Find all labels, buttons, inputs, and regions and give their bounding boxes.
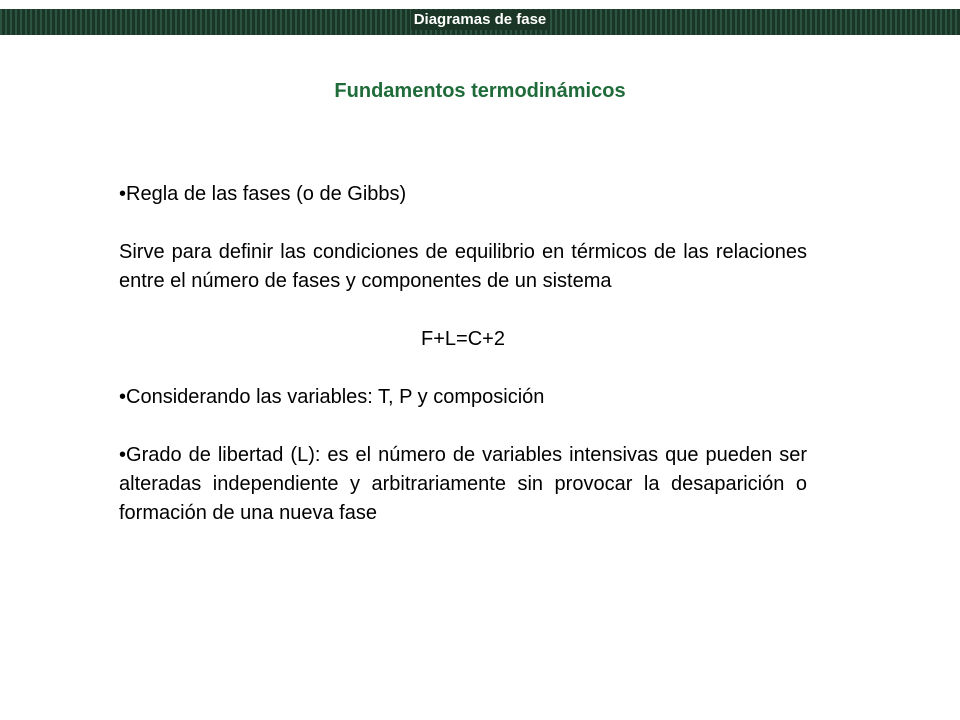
header-label-wrapper — [0, 9, 960, 35]
bullet-gibbs-rule — [119, 180, 807, 209]
bullet-text: Regla de las fases (o de Gibbs) — [126, 183, 407, 205]
definition-paragraph: Sirve para definir las condiciones de equilibrio en térmicos de las relaciones entre el número de fases y componentes de un sistema — [119, 241, 807, 292]
bullet-text: Grado de libertad (L): es el número de variables intensivas que pueden ser alteradas independiente y arbitrariamente sin provocar la desaparición o formación de una nueva fase — [119, 444, 807, 524]
bullet-marker: • — [119, 444, 127, 466]
page-title: Fundamentos termodinámicos — [334, 80, 626, 102]
header-bar — [0, 9, 960, 35]
bullet-variables — [119, 383, 807, 412]
slide-body — [119, 180, 807, 557]
bullet-marker: • — [119, 183, 127, 205]
header-label: Diagramas de fase — [411, 10, 550, 30]
bullet-marker: • — [119, 386, 127, 408]
phase-rule-formula: F+L=C+2 — [421, 328, 505, 350]
bullet-degrees-of-freedom — [119, 441, 807, 528]
bullet-text: Considerando las variables: T, P y composición — [126, 386, 545, 408]
